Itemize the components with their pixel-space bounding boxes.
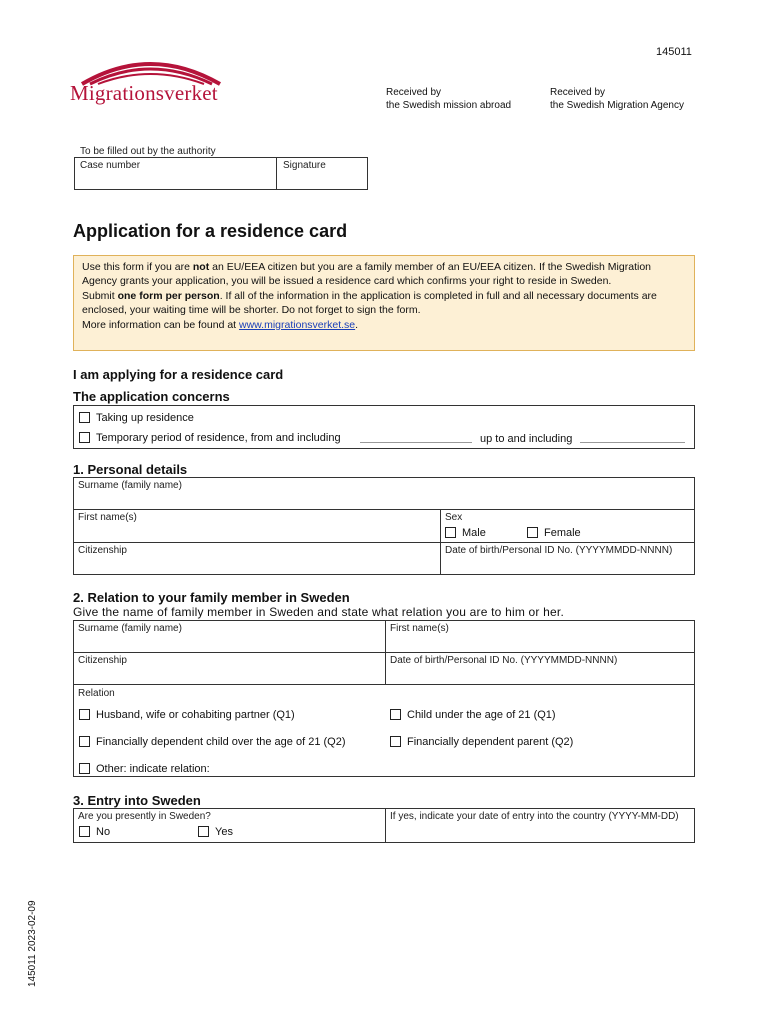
relative-citizenship-label: Citizenship: [78, 655, 127, 666]
info-paragraph-2: Submit one form per person. If all of the information in the application is completed in full and all necessary documents are enclosed, your waiting time will be shorter. Do not forget to sign the form.: [82, 290, 657, 316]
case-number-field[interactable]: [76, 172, 274, 188]
relation-heading: 2. Relation to your family member in Sweden: [73, 590, 350, 605]
option-dependent-child: Financially dependent child over the age of 21 (Q2): [79, 736, 346, 748]
surname-field[interactable]: [75, 492, 693, 508]
received-mission-line1: Received by: [386, 87, 442, 98]
up-to-label: up to and including: [480, 433, 573, 445]
child-checkbox[interactable]: [390, 709, 401, 720]
present-yes-checkbox[interactable]: [198, 826, 209, 837]
citizenship-field[interactable]: [75, 557, 438, 573]
option-taking-up-residence: Taking up residence: [79, 412, 194, 424]
website-link[interactable]: www.migrationsverket.se: [239, 319, 356, 331]
dob-label: Date of birth/Personal ID No. (YYYYMMDD-NNNN): [445, 545, 673, 556]
female-checkbox[interactable]: [527, 527, 538, 538]
temporary-residence-checkbox[interactable]: [79, 432, 90, 443]
received-agency-line1: Received by: [550, 87, 606, 98]
relative-first-names-label: First name(s): [390, 623, 449, 634]
relation-subheading: Give the name of family member in Sweden and state what relation you are to him or her.: [73, 605, 564, 619]
relation-type-label: Relation: [78, 688, 115, 699]
info-paragraph-1: Use this form if you are not an EU/EEA citizen but you are a family member of an EU/EEA citizen. If the Swedish Migration Agency grants your application, you will be issued a residence card which confirms your right to reside in Sweden.: [82, 261, 651, 287]
received-mission: [386, 86, 511, 112]
first-names-field[interactable]: [75, 524, 438, 540]
applying-heading: I am applying for a residence card: [73, 367, 284, 382]
surname-label: Surname (family name): [78, 480, 182, 491]
citizenship-label: Citizenship: [78, 545, 127, 556]
migrationsverket-logo: [70, 52, 230, 112]
relative-citizenship-field[interactable]: [75, 667, 383, 683]
option-temporary-residence: Temporary period of residence, from and including: [79, 432, 341, 444]
first-names-label: First name(s): [78, 512, 137, 523]
applying-subheading: The application concerns: [73, 389, 230, 404]
dependent-parent-checkbox[interactable]: [390, 736, 401, 747]
entry-heading: 3. Entry into Sweden: [73, 793, 201, 808]
received-agency: [550, 86, 684, 112]
signature-label: Signature: [283, 160, 326, 171]
present-no-checkbox[interactable]: [79, 826, 90, 837]
present-in-sweden-label: Are you presently in Sweden?: [78, 811, 211, 822]
relative-dob-field[interactable]: [387, 667, 693, 683]
dob-field[interactable]: [442, 557, 693, 573]
case-number-label: Case number: [80, 160, 141, 171]
sex-male-option: Male: [445, 527, 486, 539]
side-form-code: 145011 2023-02-09: [27, 900, 38, 987]
logo-text: Migrationsverket: [70, 81, 218, 105]
taking-up-residence-checkbox[interactable]: [79, 412, 90, 423]
to-date-field[interactable]: [580, 442, 685, 443]
info-box: [73, 255, 695, 351]
sex-label: Sex: [445, 512, 463, 523]
dependent-child-checkbox[interactable]: [79, 736, 90, 747]
other-relation-field[interactable]: [222, 761, 692, 775]
option-other: Other: indicate relation:: [79, 763, 210, 775]
authority-note: To be filled out by the authority: [80, 146, 216, 157]
page-title: Application for a residence card: [73, 221, 348, 241]
male-checkbox[interactable]: [445, 527, 456, 538]
personal-details-heading: 1. Personal details: [73, 462, 188, 477]
present-no-option: No: [79, 826, 110, 838]
other-relation-checkbox[interactable]: [79, 763, 90, 774]
spouse-checkbox[interactable]: [79, 709, 90, 720]
signature-field[interactable]: [278, 172, 366, 188]
relative-surname-field[interactable]: [75, 635, 383, 651]
relative-first-names-field[interactable]: [387, 635, 693, 651]
option-child: Child under the age of 21 (Q1): [390, 709, 556, 721]
relative-dob-label: Date of birth/Personal ID No. (YYYYMMDD-NNNN): [390, 655, 618, 666]
from-date-field[interactable]: [360, 442, 472, 443]
received-agency-line2: the Swedish Migration Agency: [550, 100, 684, 111]
entry-date-field[interactable]: [387, 824, 693, 841]
sex-female-option: Female: [527, 527, 581, 539]
option-spouse: Husband, wife or cohabiting partner (Q1): [79, 709, 295, 721]
present-yes-option: Yes: [198, 826, 233, 838]
received-mission-line2: the Swedish mission abroad: [386, 100, 512, 111]
info-paragraph-3: More information can be found at www.migrationsverket.se.: [82, 319, 359, 331]
entry-date-label: If yes, indicate your date of entry into the country (YYYY-MM-DD): [390, 811, 679, 822]
option-dependent-parent: Financially dependent parent (Q2): [390, 736, 573, 748]
relative-surname-label: Surname (family name): [78, 623, 182, 634]
form-number: 145011: [656, 46, 692, 58]
